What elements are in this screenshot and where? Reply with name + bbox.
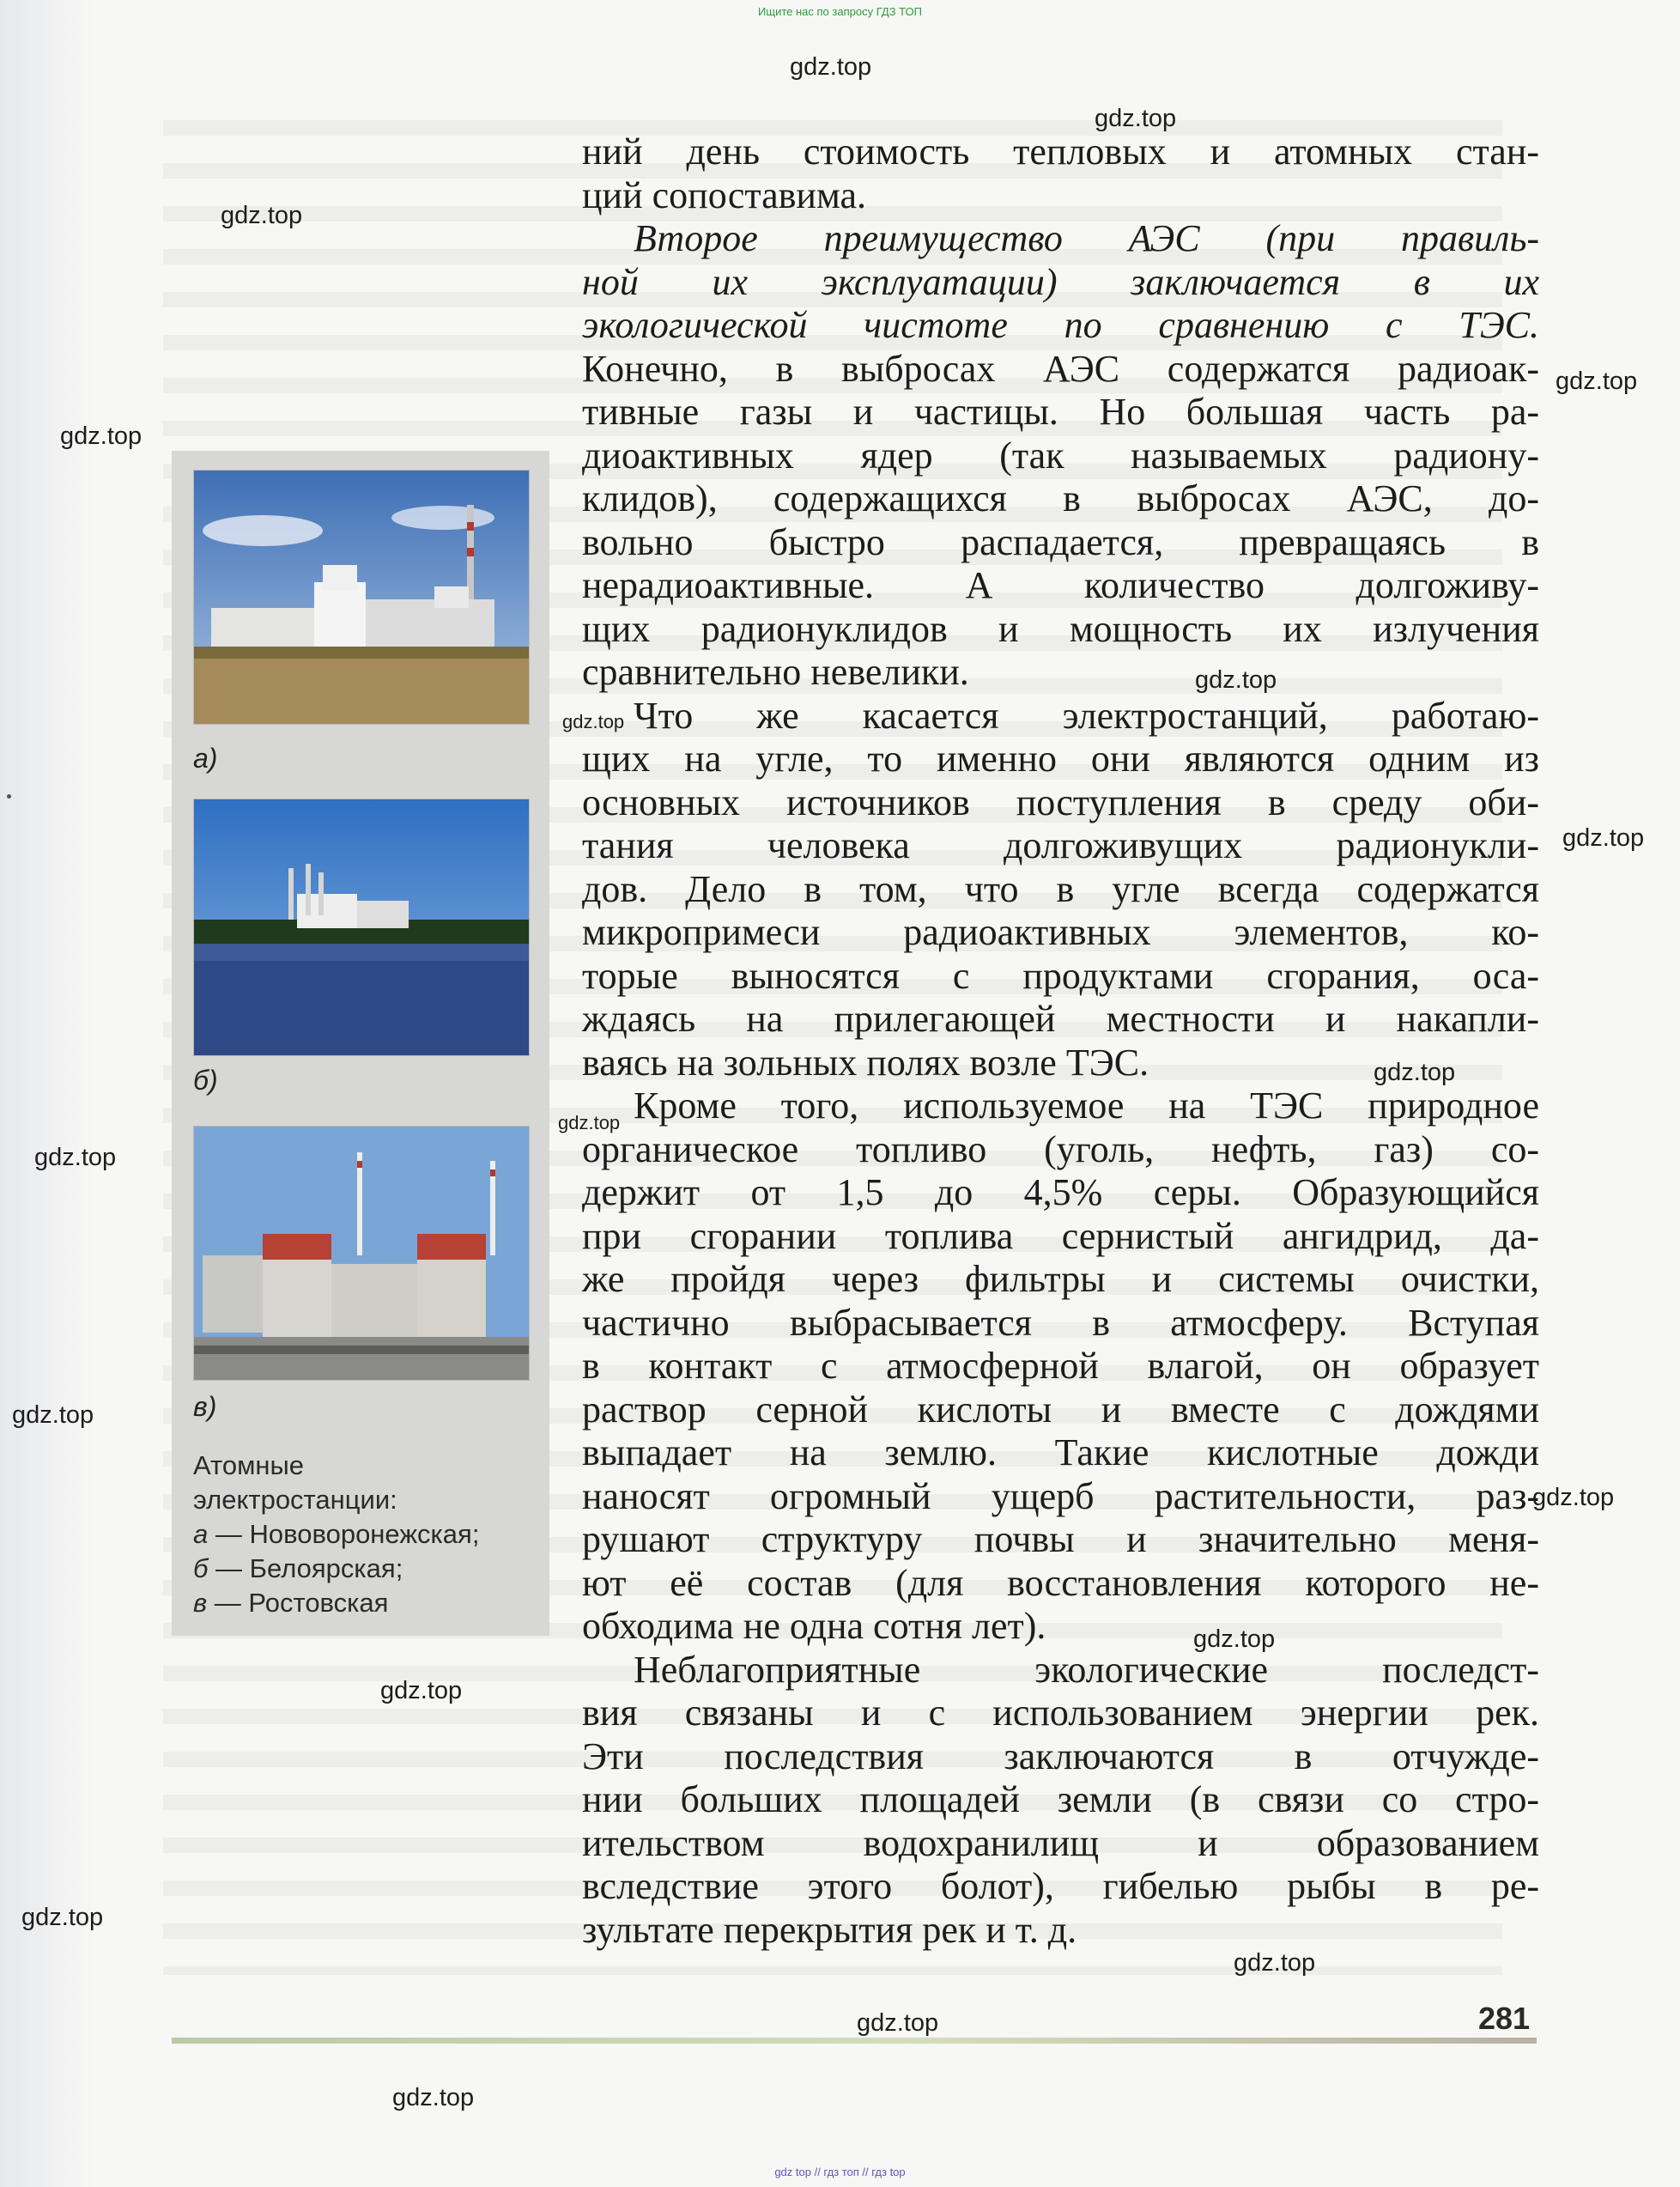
text-line: торые выносятся с продуктами сгорания, оса- bbox=[582, 954, 1539, 997]
speck bbox=[7, 794, 11, 799]
text-line: сравнительно невелики. bbox=[582, 651, 969, 693]
watermark: gdz.top bbox=[857, 2009, 939, 2037]
text-line: зультате перекрытия рек и т. д. bbox=[582, 1908, 1077, 1951]
text-line: рушают структуру почвы и значительно меня- bbox=[582, 1518, 1539, 1560]
text-line: нии больших площадей земли (в связи со стро- bbox=[582, 1778, 1539, 1820]
caption-letter: в bbox=[193, 1588, 208, 1618]
text-line: же пройдя через фильтры и системы очистки, bbox=[582, 1258, 1539, 1300]
text-line: частично выбрасывается в атмосферу. Вступая bbox=[582, 1301, 1539, 1344]
watermark: gdz.top bbox=[1234, 1949, 1316, 1977]
text-line: тивные газы и частицы. Но большая часть ра- bbox=[582, 391, 1539, 433]
figure-label-b: б) bbox=[193, 1065, 218, 1096]
watermark: gdz.top bbox=[1374, 1059, 1456, 1086]
watermark: gdz.top bbox=[1532, 1484, 1615, 1511]
figure-label-a: а) bbox=[193, 743, 218, 774]
text-line: Эти последствия заключаются в отчужде- bbox=[582, 1734, 1539, 1777]
text-line: щих на угле, то именно они являются одним из bbox=[582, 738, 1539, 780]
watermark: gdz.top bbox=[1095, 105, 1177, 132]
watermark: gdz.top bbox=[21, 1904, 104, 1931]
text-line: микропримеси радиоактивных элементов, ко- bbox=[582, 911, 1539, 953]
caption-text: — Белоярская; bbox=[208, 1553, 403, 1583]
caption-letter: а bbox=[193, 1519, 209, 1549]
nuclear-plant-photo-c bbox=[193, 1126, 530, 1381]
watermark: gdz.top bbox=[1556, 368, 1638, 395]
caption-letter: б bbox=[193, 1553, 209, 1583]
text-line: держит от 1,5 до 4,5% серы. Образующийся bbox=[582, 1171, 1539, 1213]
text-line: нерадиоактивные. А количество долгоживу- bbox=[582, 564, 1539, 606]
text-line: щих радионуклидов и мощность их излучения bbox=[582, 607, 1539, 650]
body-text bbox=[582, 131, 1539, 1952]
figure-sidebar bbox=[172, 451, 549, 1636]
text-line: вследствие этого болот), гибелью рыбы в ре- bbox=[582, 1865, 1539, 1907]
caption-text: — Ростовская bbox=[207, 1588, 389, 1618]
watermark: gdz.top bbox=[558, 1112, 621, 1133]
nuclear-plant-photo-a bbox=[193, 470, 530, 725]
text-line: вия связаны и с использованием энергии рек. bbox=[582, 1692, 1539, 1734]
watermark: gdz.top bbox=[1562, 824, 1645, 852]
watermark: gdz.top bbox=[221, 202, 303, 229]
footer-note[interactable]: gdz top // гдз топ // гдз top bbox=[774, 2166, 906, 2178]
page-number: 281 bbox=[1478, 2001, 1531, 2036]
text-line: экологической чистоте по сравнению с ТЭС. bbox=[582, 304, 1539, 346]
text-line: Кроме того, используемое на ТЭС природное bbox=[634, 1084, 1539, 1127]
page-gutter-shadow bbox=[0, 0, 94, 2187]
text-line: органическое топливо (уголь, нефть, газ) со- bbox=[582, 1127, 1539, 1170]
text-line: Конечно, в выбросах АЭС содержатся радиоак- bbox=[582, 347, 1539, 390]
text-line: ний день стоимость тепловых и атомных стан- bbox=[582, 131, 1539, 173]
text-line: обходима не одна сотня лет). bbox=[582, 1605, 1046, 1647]
watermark: gdz.top bbox=[392, 2084, 475, 2111]
text-line: ждаясь на прилегающей местности и накапли- bbox=[582, 998, 1539, 1040]
text-line: в контакт с атмосферной влагой, он образует bbox=[582, 1345, 1539, 1387]
text-line: ительством водохранилищ и образованием bbox=[582, 1821, 1539, 1864]
caption-item bbox=[193, 1552, 545, 1586]
text-line: вольно быстро распадается, превращаясь в bbox=[582, 520, 1539, 563]
text-line: ваясь на зольных полях возле ТЭС. bbox=[582, 1041, 1149, 1084]
caption-item bbox=[193, 1517, 545, 1552]
watermark: gdz.top bbox=[1193, 1625, 1276, 1653]
caption-item bbox=[193, 1586, 545, 1620]
caption-title-line: электростанции: bbox=[193, 1485, 397, 1515]
text-line: клидов), содержащихся в выбросах АЭС, до- bbox=[582, 477, 1539, 519]
text-line: тания человека долгоживущих радионукли- bbox=[582, 824, 1539, 866]
text-line: раствор серной кислоты и вместе с дождями bbox=[582, 1388, 1539, 1431]
watermark: gdz.top bbox=[12, 1401, 94, 1429]
text-line: наносят огромный ущерб растительности, раз- bbox=[582, 1474, 1539, 1517]
watermark: gdz.top bbox=[60, 422, 143, 450]
header-note[interactable]: Ищите нас по запросу ГДЗ ТОП bbox=[758, 5, 922, 18]
text-line: дов. Дело в том, что в угле всегда содержатся bbox=[582, 867, 1539, 910]
watermark: gdz.top bbox=[380, 1677, 463, 1704]
text-line: диоактивных ядер (так называемых радиону- bbox=[582, 434, 1539, 477]
figure-label-c: в) bbox=[193, 1391, 217, 1422]
watermark: gdz.top bbox=[790, 53, 872, 81]
text-line: ций сопоставима. bbox=[582, 173, 867, 216]
watermark: gdz.top bbox=[1195, 666, 1277, 694]
watermark: gdz.top bbox=[34, 1144, 117, 1171]
text-line: ют её состав (для восстановления которого не- bbox=[582, 1561, 1539, 1604]
text-line: ной их эксплуатации) заключается в их bbox=[582, 260, 1539, 303]
text-line: выпадает на землю. Такие кислотные дожди bbox=[582, 1431, 1539, 1473]
caption-text: — Нововоронежская; bbox=[208, 1519, 480, 1549]
text-line: Что же касается электростанций, работаю- bbox=[634, 694, 1539, 737]
text-line: Неблагоприятные экологические последст- bbox=[634, 1648, 1539, 1691]
nuclear-plant-photo-b bbox=[193, 799, 530, 1056]
watermark: gdz.top bbox=[562, 711, 625, 732]
text-line: Второе преимущество АЭС (при правиль- bbox=[634, 217, 1539, 259]
text-line: при сгорании топлива сернистый ангидрид, да- bbox=[582, 1214, 1539, 1257]
caption-title-line: Атомные bbox=[193, 1450, 305, 1480]
figure-caption bbox=[193, 1449, 545, 1620]
text-line: основных источников поступления в среду оби- bbox=[582, 781, 1539, 823]
footer-rule bbox=[172, 2038, 1537, 2044]
